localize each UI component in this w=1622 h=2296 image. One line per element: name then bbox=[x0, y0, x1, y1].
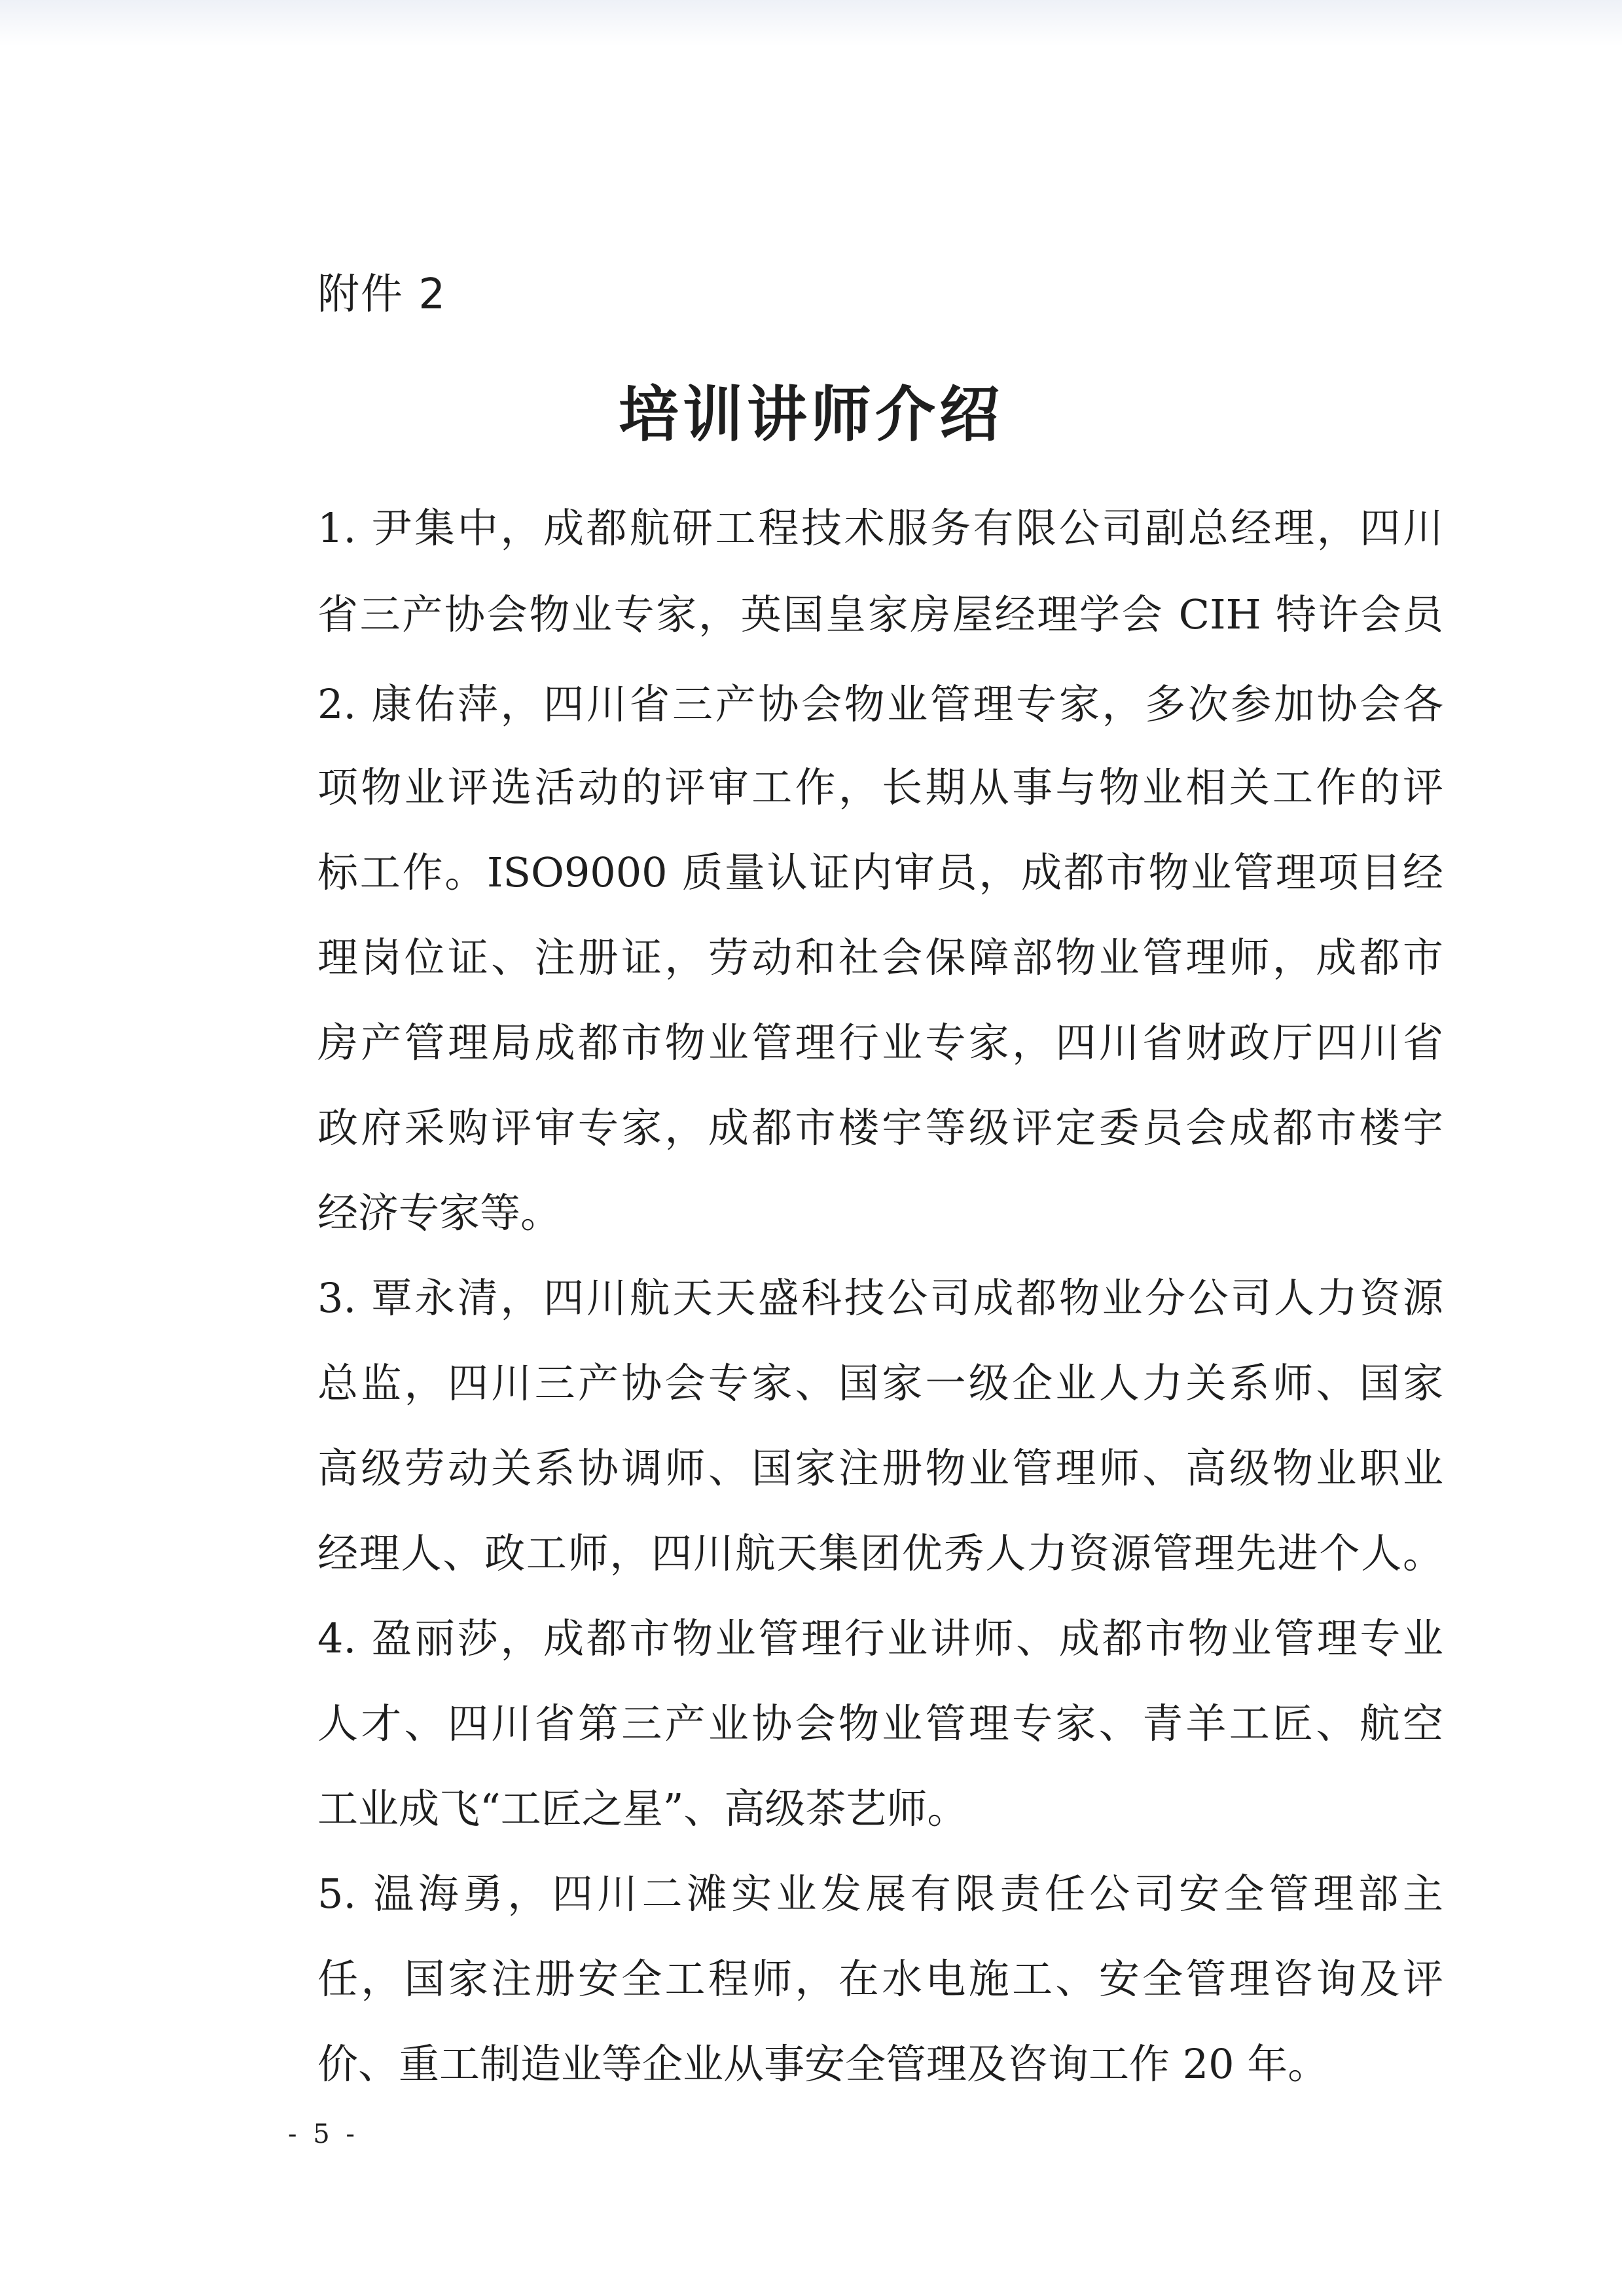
trainer-5-line-2: 任，国家注册安全工程师，在水电施工、安全管理咨询及评 bbox=[317, 1955, 1443, 2003]
trainer-5-line-1: 5. 温海勇，四川二滩实业发展有限责任公司安全管理部主 bbox=[317, 1870, 1443, 1918]
trainer-3-line-4: 经理人、政工师，四川航天集团优秀人力资源管理先进个人。 bbox=[317, 1529, 1443, 1577]
trainer-5-line-3: 价、重工制造业等企业从事安全管理及咨询工作 20 年。 bbox=[317, 2040, 1329, 2088]
trainer-1-line-1: 1. 尹集中，成都航研工程技术服务有限公司副总经理，四川 bbox=[317, 504, 1443, 552]
page-number: - 5 - bbox=[288, 2119, 359, 2149]
trainer-3-line-2: 总监，四川三产协会专家、国家一级企业人力关系师、国家 bbox=[317, 1359, 1443, 1407]
trainer-3-line-1: 3. 覃永清，四川航天天盛科技公司成都物业分公司人力资源 bbox=[317, 1274, 1443, 1322]
trainer-1-line-2: 省三产协会物业专家，英国皇家房屋经理学会 CIH 特许会员 bbox=[317, 591, 1443, 638]
trainer-4-line-3: 工业成飞“工匠之星”、高级茶艺师。 bbox=[317, 1785, 968, 1832]
trainer-4-line-1: 4. 盈丽莎，成都市物业管理行业讲师、成都市物业管理专业 bbox=[317, 1614, 1443, 1662]
trainer-3-line-3: 高级劳动关系协调师、国家注册物业管理师、高级物业职业 bbox=[317, 1444, 1443, 1492]
trainer-2-line-7: 经济专家等。 bbox=[317, 1189, 562, 1237]
scan-edge bbox=[0, 0, 1622, 46]
trainer-2-line-3: 标工作。ISO9000 质量认证内审员，成都市物业管理项目经 bbox=[317, 848, 1443, 896]
attachment-label: 附件 2 bbox=[317, 270, 447, 319]
trainer-4-line-2: 人才、四川省第三产业协会物业管理专家、青羊工匠、航空 bbox=[317, 1700, 1443, 1747]
trainer-2-line-1: 2. 康佑萍，四川省三产协会物业管理专家，多次参加协会各 bbox=[317, 680, 1443, 728]
trainer-2-line-2: 项物业评选活动的评审工作，长期从事与物业相关工作的评 bbox=[317, 763, 1443, 811]
trainer-2-line-6: 政府采购评审专家，成都市楼宇等级评定委员会成都市楼宇 bbox=[317, 1104, 1443, 1152]
trainer-2-line-4: 理岗位证、注册证，劳动和社会保障部物业管理师，成都市 bbox=[317, 934, 1443, 981]
document-title: 培训讲师介绍 bbox=[618, 380, 1003, 450]
trainer-2-line-5: 房产管理局成都市物业管理行业专家，四川省财政厅四川省 bbox=[317, 1019, 1443, 1066]
